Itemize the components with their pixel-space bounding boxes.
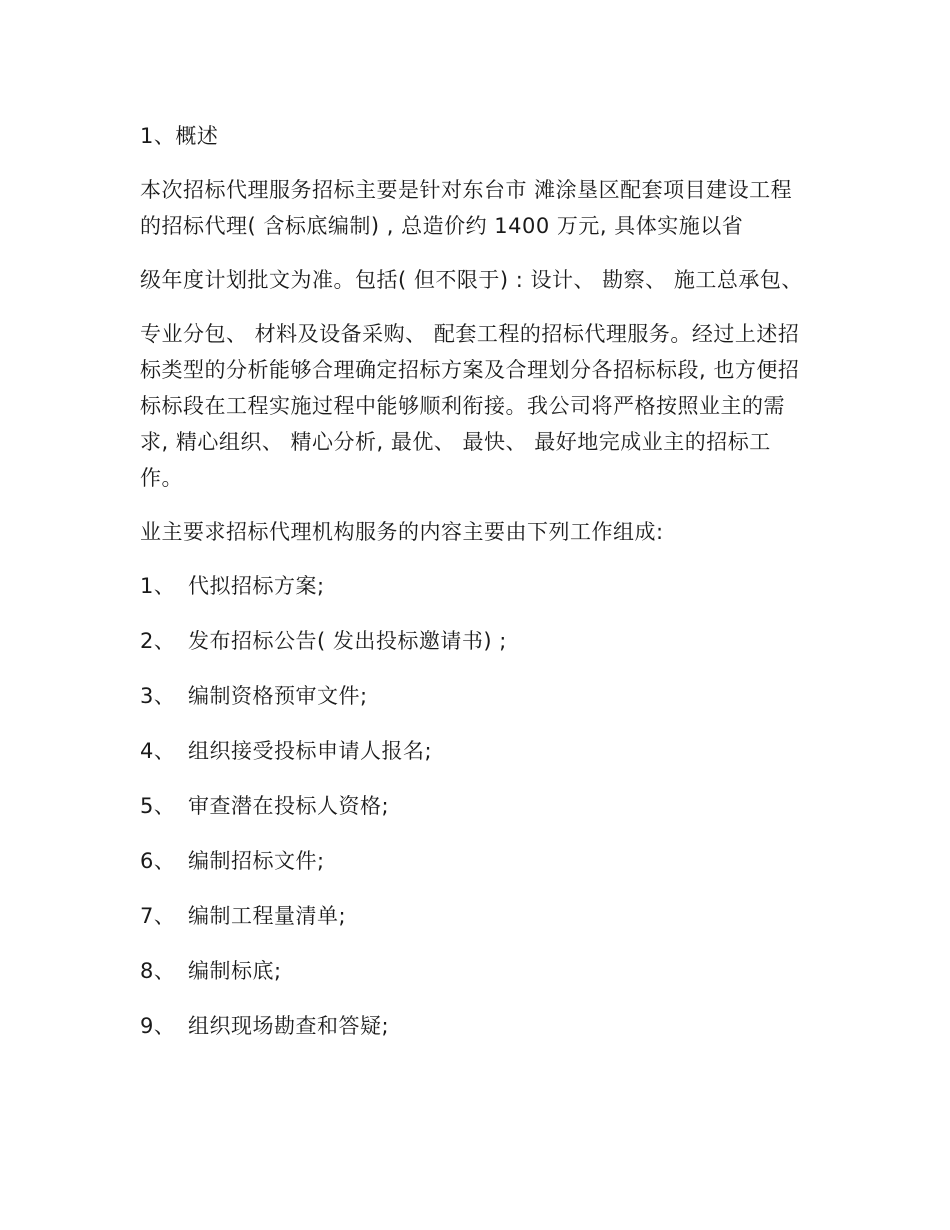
list-item [140,898,812,934]
list-item-text: 组织现场勘查和答疑; [188,1014,390,1038]
list-item [140,678,812,714]
paragraph-includes: 级年度计划批文为准。包括( 但不限于) : 设计、 勘察、 施工总承包、 [140,268,803,292]
list-item [140,788,812,824]
list-item-number: 7、 [140,904,176,928]
list-item-text: 编制工程量清单; [188,904,347,928]
list-item-text: 编制资格预审文件; [188,684,368,708]
list-item-text: 编制招标文件; [188,849,325,873]
list-item-text: 发布招标公告( 发出投标邀请书) ; [188,629,507,653]
list-item-number: 6、 [140,849,176,873]
paragraph-owner-requirements: 业主要求招标代理机构服务的内容主要由下列工作组成: [140,520,664,544]
list-item [140,1008,812,1044]
paragraph-scope: 本次招标代理服务招标主要是针对东台市 滩涂垦区配套项目建设工程的招标代理( 含标底编制) , 总造价约 1400 万元, 具体实施以省 [140,178,793,238]
list-item-number: 8、 [140,959,176,983]
list-item-number: 3、 [140,684,176,708]
list-item-text: 代拟招标方案; [188,574,325,598]
list-item-text: 编制标底; [188,959,282,983]
list-item [140,953,812,989]
paragraph-services: 专业分包、 材料及设备采购、 配套工程的招标代理服务。经过上述招标类型的分析能够合理确定招标方案及合理划分各招标标段, 也方便招标标段在工程实施过程中能够顺利衔接。我公司将严格按照业主的需求, 精心组织、 精心分析, 最优、 最快、 最好地完成业主的招标工作。 [140,322,800,490]
list-item-number: 5、 [140,794,176,818]
list-item-number: 9、 [140,1014,176,1038]
section-heading: 1、概述 [140,124,219,148]
list-item [140,568,812,604]
list-item-number: 2、 [140,629,176,653]
list-item [140,623,812,659]
list-item-number: 1、 [140,574,176,598]
list-item [140,843,812,879]
list-item-number: 4、 [140,739,176,763]
list-item-text: 组织接受投标申请人报名; [188,739,433,763]
document-body [140,118,812,1063]
list-item-text: 审查潜在投标人资格; [188,794,390,818]
list-item [140,733,812,769]
service-list [140,568,812,1044]
